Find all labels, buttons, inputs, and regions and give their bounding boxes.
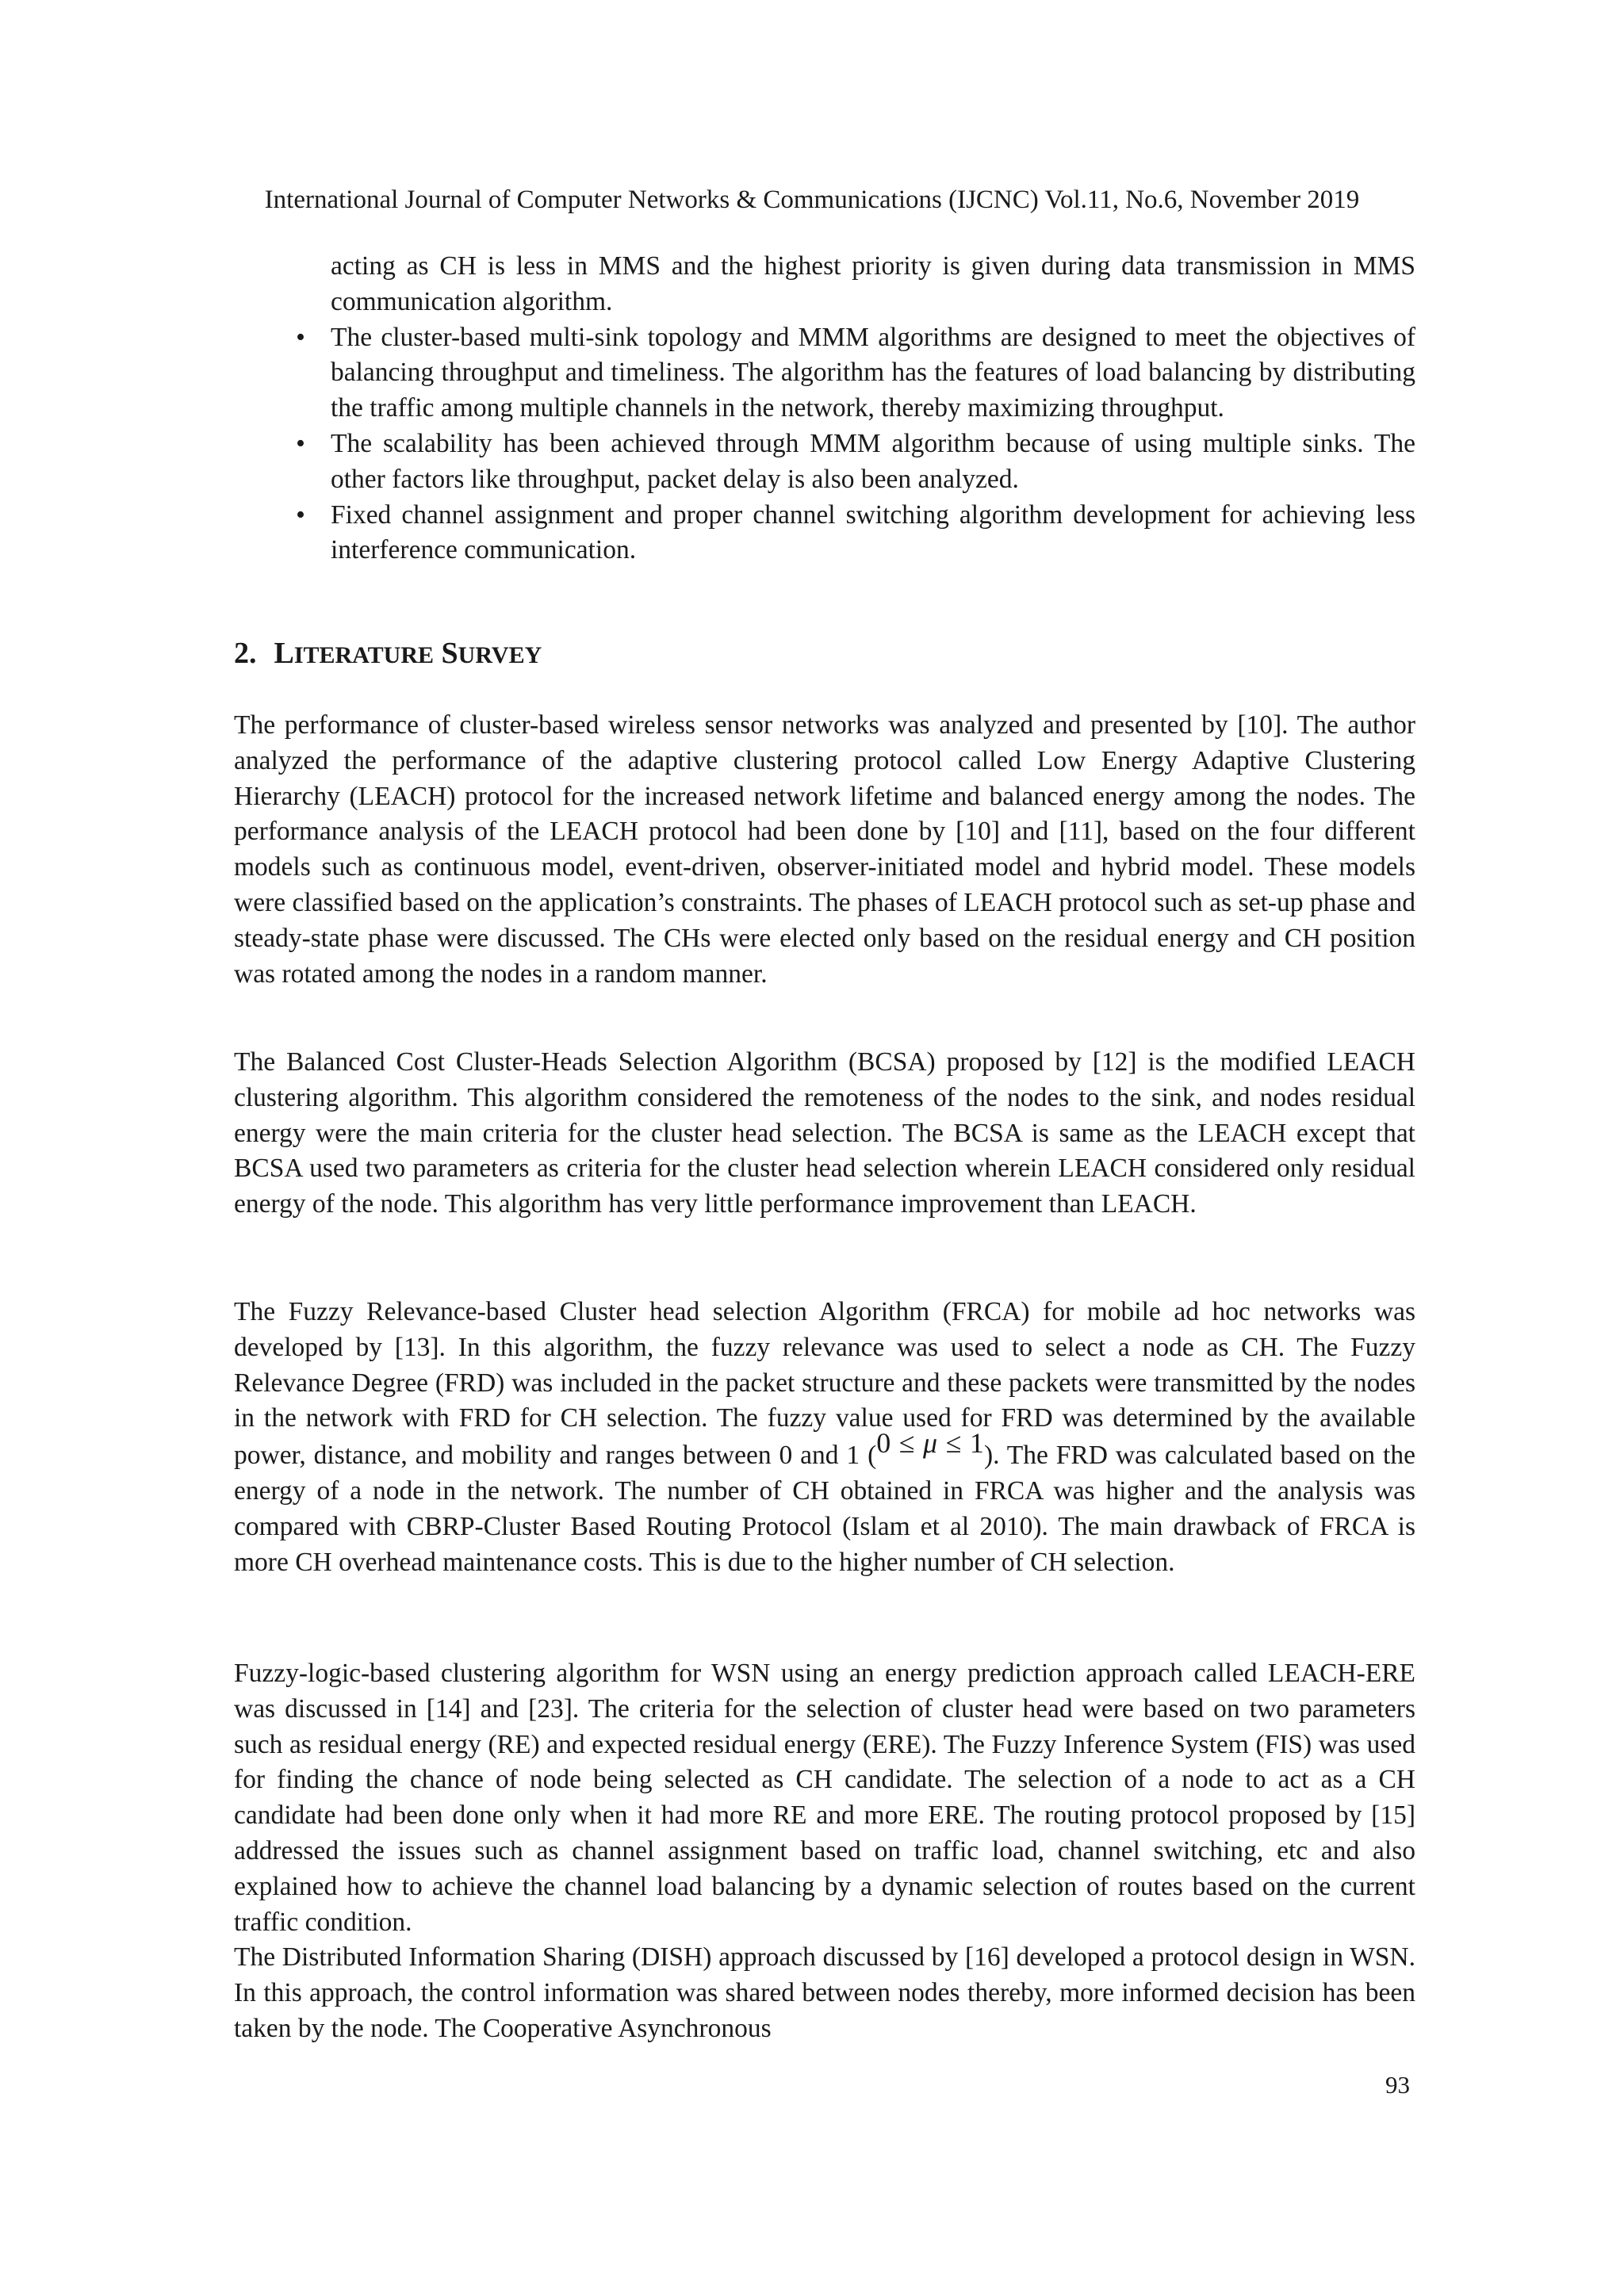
paragraph-text: Fuzzy-logic-based clustering algorithm for WSN using an energy prediction approach called LEACH-ERE was discussed in [14] and [23]. The criteria for the selection of cluster head were based on two parameters such as residual energy (RE) and expected residual energy (ERE). The Fuzzy Inference System (FIS) was used for finding the chance of node being selected as CH candidate. The selection of a node to act as a CH candidate had been done only when it had more RE and more ERE. The routing protocol proposed by [15] addressed the issues such as channel assignment based on traffic load, channel switching, etc and also explained how to achieve the channel load balancing by a dynamic selection of routes based on the current traffic condition. <box>234 1659 1415 1937</box>
page-number: 93 <box>1385 2071 1410 2099</box>
bullet-item-text: The scalability has been achieved through MMM algorithm because of using multiple sinks. The other factors like throughput, packet delay is also been analyzed. <box>331 428 1415 494</box>
section-title-smallcaps: URVEY <box>458 642 542 668</box>
bullet-item-text: The cluster-based multi-sink topology and MMM algorithms are designed to meet the objectives of balancing throughput and timeliness. The algorithm has the features of load balancing by distributing the traffic among multiple channels in the network, thereby maximizing throughput. <box>331 322 1415 423</box>
section-title-smallcaps: ITERATURE <box>293 642 435 668</box>
bullet-dot-icon: • <box>296 428 305 458</box>
running-header: International Journal of Computer Networks & Communications (IJCNC) Vol.11, No.6, November 2019 <box>264 186 1360 214</box>
bullet-item <box>234 320 1415 427</box>
body-paragraph <box>234 1656 1415 2047</box>
section-number: 2. <box>234 637 257 670</box>
bullet-dot-icon: • <box>296 322 305 352</box>
math-text: 0 ≤ <box>876 1427 924 1460</box>
body-paragraph <box>234 1295 1415 1580</box>
section-title-letter: L <box>274 637 294 670</box>
body-paragraph: The Balanced Cost Cluster-Heads Selection Algorithm (BCSA) proposed by [12] is the modified LEACH clustering algorithm. This algorithm considered the remoteness of the nodes to the sink, and nodes residual energy were the main criteria for the cluster head selection. The BCSA is same as the LEACH except that BCSA used two parameters as criteria for the cluster head selection wherein LEACH considered only residual energy of the node. This algorithm has very little performance improvement than LEACH. <box>234 1047 1415 1219</box>
section-title-letter: S <box>441 637 458 670</box>
bullet-continuation-text: acting as CH is less in MMS and the highest priority is given during data transmission in MMS communication algorithm. <box>331 251 1415 316</box>
paragraph-text: The Fuzzy Relevance-based Cluster head selection Algorithm (FRCA) for mobile ad hoc networks was developed by [13]. In this algorithm, the fuzzy relevance was used to select a node as CH. The Fuzzy Relevance Degree (FRD) was included in the packet structure and these packets were transmitted by the nodes in the network with FRD for CH selection. The fuzzy value used for FRD was determined by the available power, distance, and mobility and ranges between 0 and 1 ( <box>234 1297 1415 1471</box>
contribution-bullet-list <box>234 249 1415 568</box>
bullet-dot-icon: • <box>296 499 305 530</box>
section-heading <box>234 634 542 675</box>
bullet-item-text: Fixed channel assignment and proper channel switching algorithm development for achieving less interference communication. <box>331 499 1415 565</box>
paragraph-text: The Distributed Information Sharing (DISH) approach discussed by [16] developed a protocol design in WSN. In this approach, the control information was shared between nodes thereby, more informed decision has been taken by the node. The Cooperative Asynchronous <box>234 1942 1415 2043</box>
body-paragraph: The performance of cluster-based wireless sensor networks was analyzed and presented by [10]. The author analyzed the performance of the adaptive clustering protocol called Low Energy Adaptive Clustering Hierarchy (LEACH) protocol for the increased network lifetime and balanced energy among the nodes. The performance analysis of the LEACH protocol had been done by [10] and [11], based on the four different models such as continuous model, event-driven, observer-initiated model and hybrid model. These models were classified based on the application’s constraints. The phases of LEACH protocol such as set-up phase and steady-state phase were discussed. The CHs were elected only based on the residual energy and CH position was rotated among the nodes in a random manner. <box>234 710 1415 989</box>
math-text: ≤ 1 <box>937 1427 984 1460</box>
inline-math <box>876 1427 984 1459</box>
bullet-item <box>234 427 1415 498</box>
math-symbol-mu: μ <box>923 1427 938 1460</box>
paragraph-text: ). The FRD was calculated based on the energy of a node in the network. The number of CH obtained in FRCA was higher and the analysis was compared with CBRP-Cluster Based Routing Protocol (Islam et al 2010). The main drawback of FRCA is more CH overhead maintenance costs. This is due to the higher number of CH selection. <box>234 1441 1415 1577</box>
bullet-item <box>234 498 1415 569</box>
